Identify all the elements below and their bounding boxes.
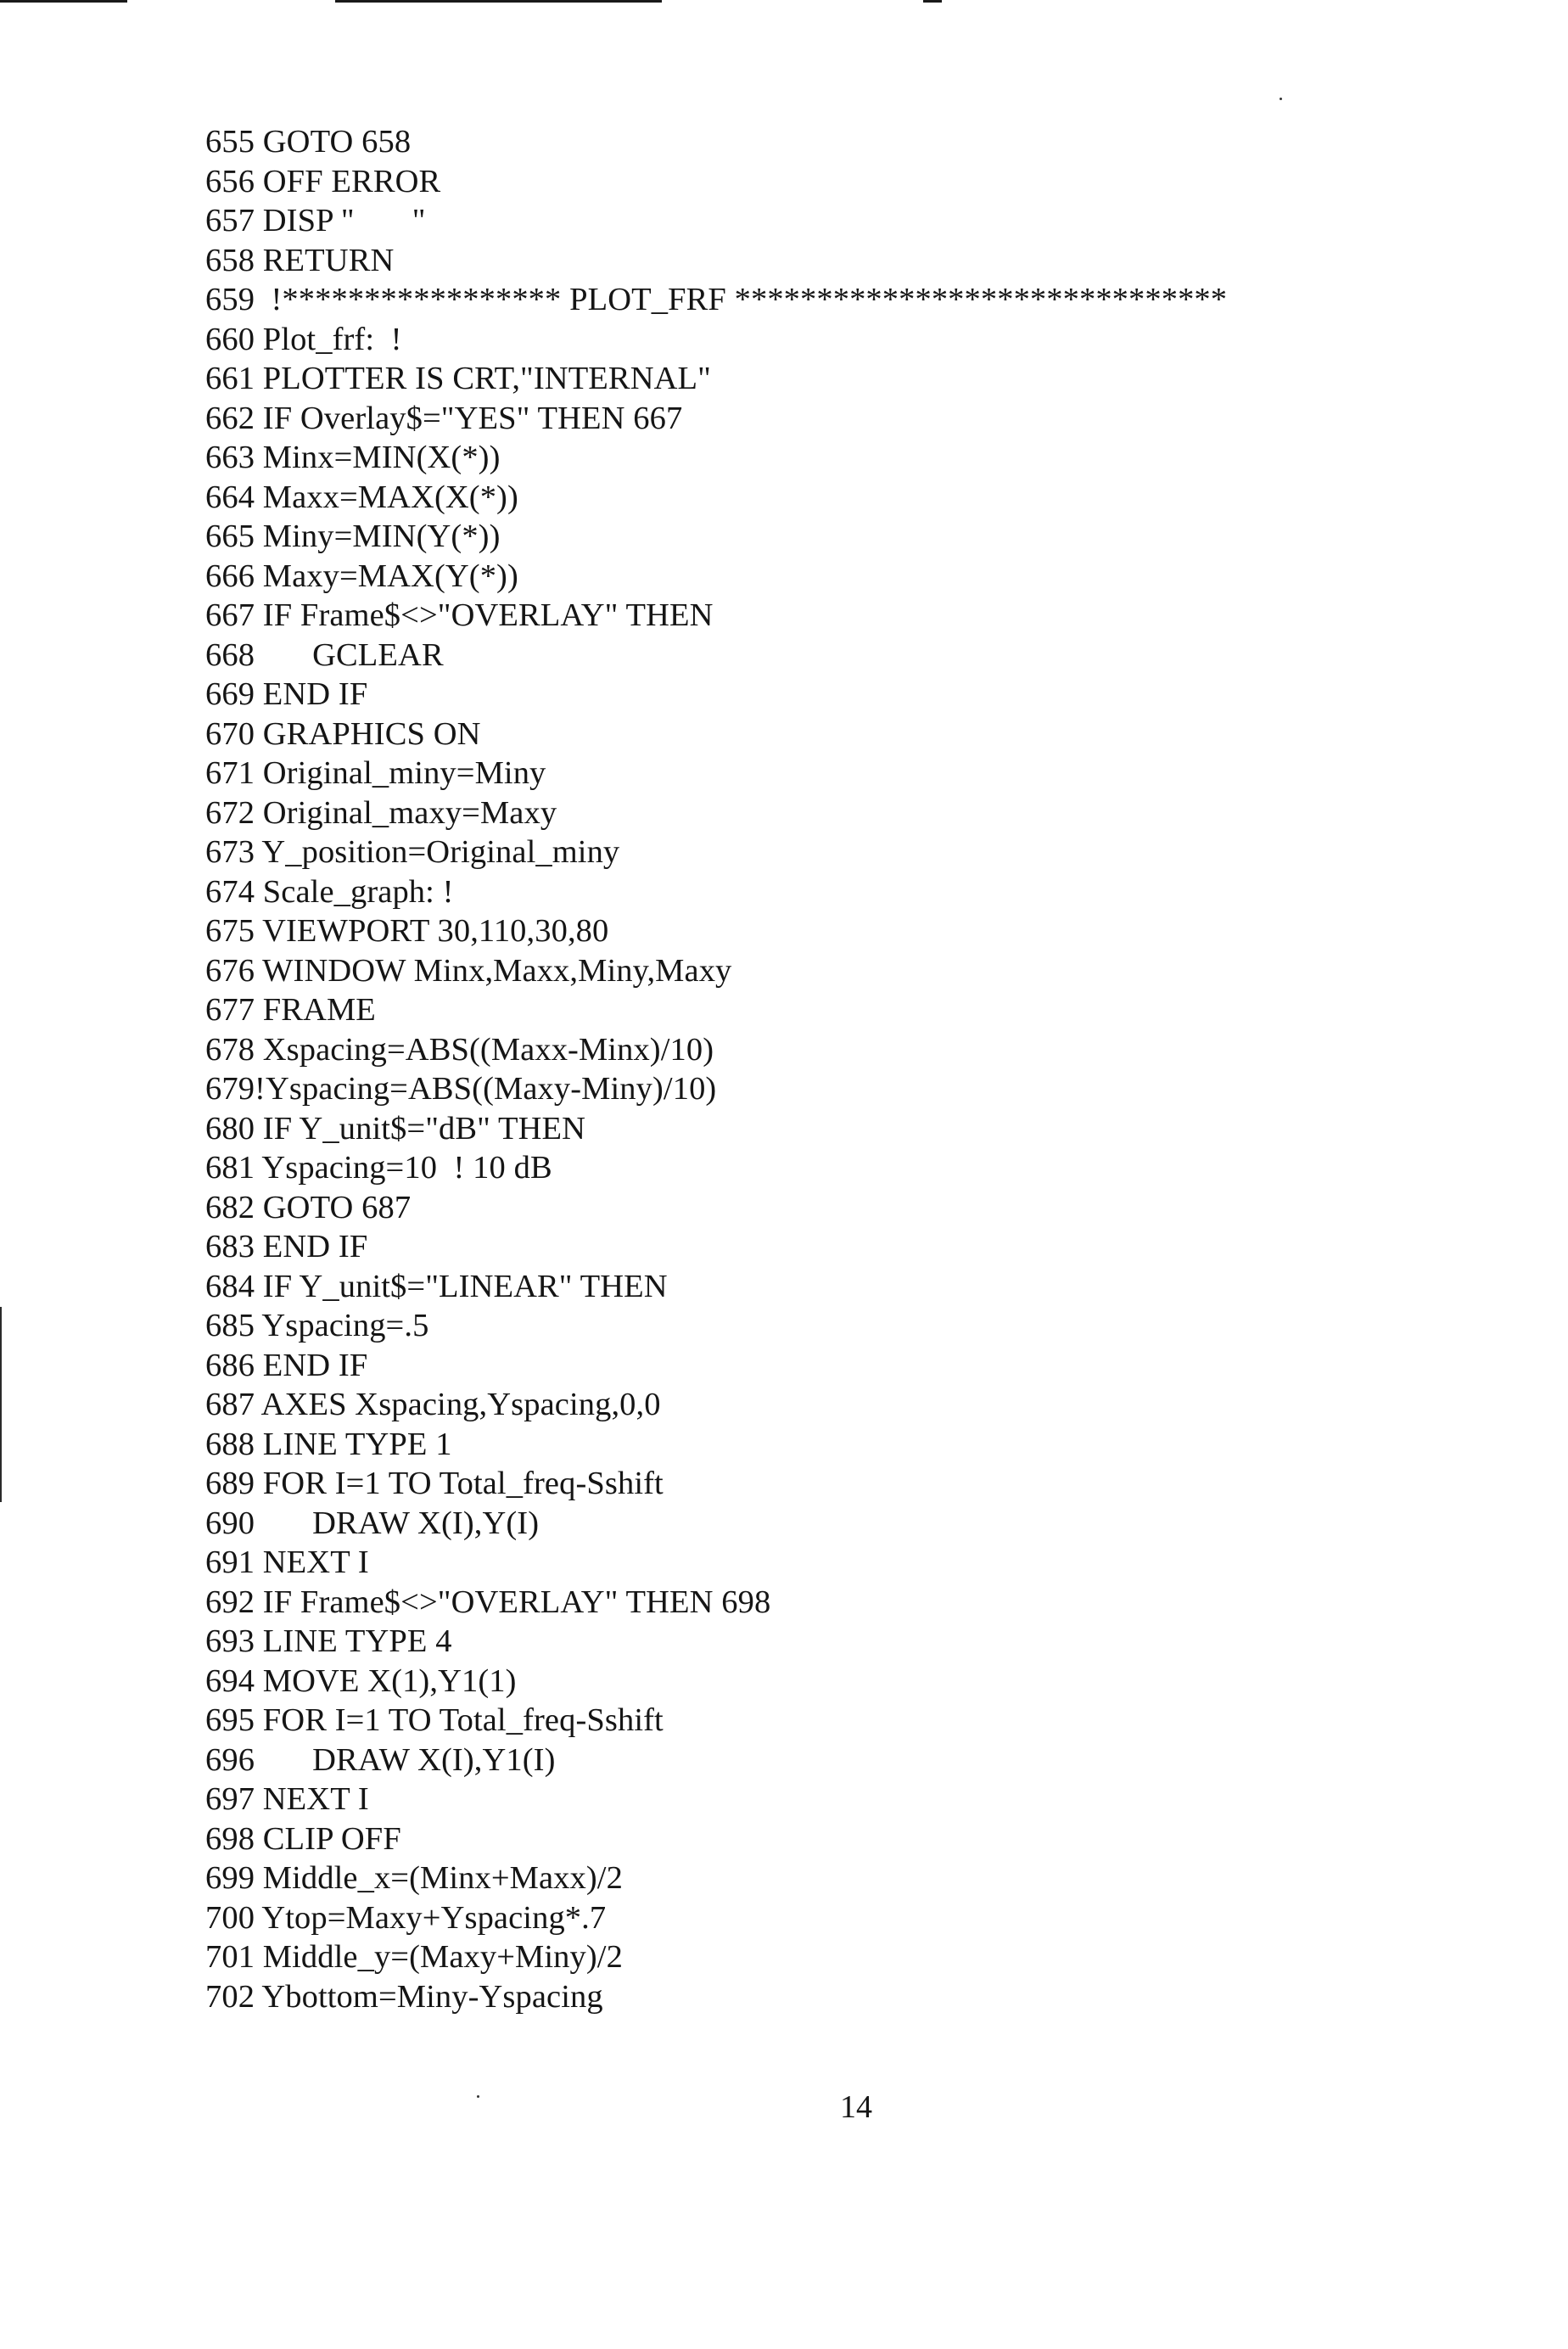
code-line: 701 Middle_y=(Maxy+Miny)/2 <box>205 1939 623 1975</box>
code-line: 689 FOR I=1 TO Total_freq-Sshift <box>205 1466 664 1501</box>
code-line: 664 Maxx=MAX(X(*)) <box>205 479 518 515</box>
code-line: 657 DISP " " <box>205 203 426 238</box>
code-line: 687 AXES Xspacing,Yspacing,0,0 <box>205 1387 661 1422</box>
code-line: 682 GOTO 687 <box>205 1189 412 1225</box>
code-line: 697 NEXT I <box>205 1781 369 1817</box>
code-line: 662 IF Overlay$="YES" THEN 667 <box>205 400 683 436</box>
code-line: 660 Plot_frf: ! <box>205 321 402 357</box>
code-line: 683 END IF <box>205 1229 368 1264</box>
code-line: 669 END IF <box>205 676 368 712</box>
code-line: 667 IF Frame$<>"OVERLAY" THEN <box>205 597 714 633</box>
scan-speck <box>477 2095 479 2098</box>
code-line: 686 END IF <box>205 1347 368 1383</box>
code-line: 673 Y_position=Original_miny <box>205 834 620 870</box>
code-line: 668 GCLEAR <box>205 636 444 673</box>
code-line: 672 Original_maxy=Maxy <box>205 794 557 831</box>
code-line: 658 RETURN <box>205 242 395 278</box>
code-line: 695 FOR I=1 TO Total_freq-Sshift <box>205 1702 664 1738</box>
code-line: 698 CLIP OFF <box>205 1820 401 1857</box>
code-line: 696 DRAW X(I),Y1(I) <box>205 1741 556 1778</box>
scan-speck <box>1280 98 1282 100</box>
code-line: 675 VIEWPORT 30,110,30,80 <box>205 913 609 949</box>
code-line: 685 Yspacing=.5 <box>205 1308 429 1343</box>
code-line: 690 DRAW X(I),Y(I) <box>205 1505 540 1541</box>
scan-edge-line <box>923 0 942 3</box>
code-line: 663 Minx=MIN(X(*)) <box>205 440 501 475</box>
code-line: 661 PLOTTER IS CRT,"INTERNAL" <box>205 361 711 396</box>
code-line: 666 Maxy=MAX(Y(*)) <box>205 558 518 594</box>
code-line: 676 WINDOW Minx,Maxx,Miny,Maxy <box>205 952 732 989</box>
code-line: 674 Scale_graph: ! <box>205 873 454 910</box>
code-line: 681 Yspacing=10 ! 10 dB <box>205 1150 552 1186</box>
code-line: 693 LINE TYPE 4 <box>205 1623 452 1659</box>
scan-margin-line <box>0 1307 2 1502</box>
code-line: 671 Original_miny=Miny <box>205 755 546 791</box>
code-line: 688 LINE TYPE 1 <box>205 1426 452 1462</box>
code-line: 659 !***************** PLOT_FRF ****************************** <box>205 282 1228 317</box>
code-line: 679!Yspacing=ABS((Maxy-Miny)/10) <box>205 1071 717 1107</box>
code-line: 665 Miny=MIN(Y(*)) <box>205 519 501 554</box>
scan-edge-line <box>0 0 127 3</box>
code-line: 656 OFF ERROR <box>205 163 441 199</box>
code-line: 655 GOTO 658 <box>205 124 412 160</box>
code-line: 692 IF Frame$<>"OVERLAY" THEN 698 <box>205 1584 771 1620</box>
code-line: 677 FRAME <box>205 992 376 1028</box>
page-number: 14 <box>840 2089 872 2125</box>
code-line: 678 Xspacing=ABS((Maxx-Minx)/10) <box>205 1031 714 1068</box>
code-line: 700 Ytop=Maxy+Yspacing*.7 <box>205 1899 607 1936</box>
code-line: 694 MOVE X(1),Y1(1) <box>205 1662 517 1699</box>
code-listing <box>205 122 1227 2016</box>
code-line: 670 GRAPHICS ON <box>205 715 481 752</box>
code-line: 684 IF Y_unit$="LINEAR" THEN <box>205 1268 668 1304</box>
scan-edge-line <box>335 0 662 3</box>
code-line: 680 IF Y_unit$="dB" THEN <box>205 1110 586 1146</box>
code-line: 699 Middle_x=(Minx+Maxx)/2 <box>205 1860 623 1896</box>
code-line: 691 NEXT I <box>205 1545 369 1580</box>
code-line: 702 Ybottom=Miny-Yspacing <box>205 1978 603 2015</box>
